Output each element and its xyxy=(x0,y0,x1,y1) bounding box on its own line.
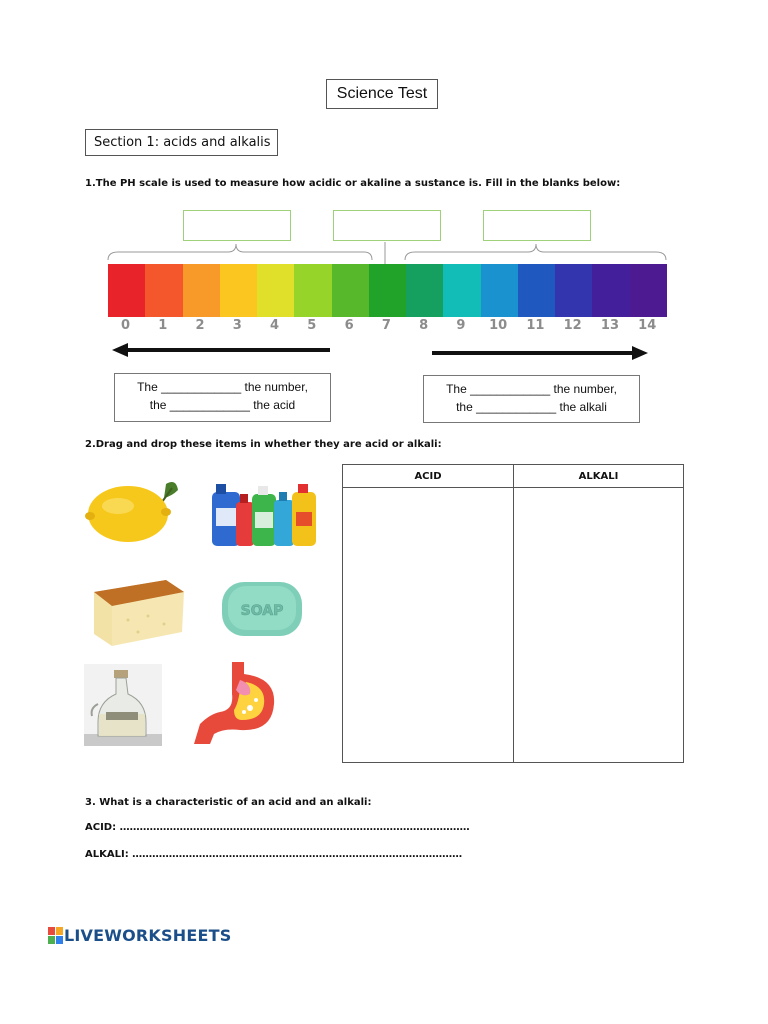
neutral-drop-box[interactable] xyxy=(333,210,441,241)
question-2: 2.Drag and drop these items in whether they are acid or alkali: xyxy=(85,439,442,450)
ph-number: 12 xyxy=(563,318,582,333)
ph-segment xyxy=(555,264,592,317)
ph-segment xyxy=(518,264,555,317)
detergent-bottles-image[interactable] xyxy=(208,482,320,550)
ph-number: 7 xyxy=(381,318,391,333)
cake-image[interactable] xyxy=(88,576,186,650)
alkali-column-header: ALKALI xyxy=(514,465,683,488)
ph-number: 11 xyxy=(526,318,545,333)
alkali-drop-zone[interactable] xyxy=(514,488,683,762)
ph-segment xyxy=(257,264,294,317)
ph-number: 6 xyxy=(344,318,354,333)
ph-segment xyxy=(332,264,369,317)
stomach-image[interactable] xyxy=(190,660,280,746)
ph-segment xyxy=(294,264,331,317)
section-title: Section 1: acids and alkalis xyxy=(85,129,278,156)
ph-number: 8 xyxy=(419,318,429,333)
question-3: 3. What is a characteristic of an acid and an alkali: xyxy=(85,797,372,808)
ph-number: 13 xyxy=(600,318,619,333)
ph-segment xyxy=(592,264,629,317)
right-arrow-icon xyxy=(430,343,650,363)
alkali-fill-line-1: The ____________ the number, xyxy=(446,382,617,396)
liveworksheets-logo-icon xyxy=(48,927,64,945)
acid-drop-zone[interactable] xyxy=(343,488,513,762)
acid-answer-line[interactable]: ACID: …………………………………………………………………………………………… xyxy=(85,822,470,833)
ph-number: 2 xyxy=(195,318,205,333)
acid-fill-line-2: the ____________ the acid xyxy=(149,398,296,412)
ph-number: 14 xyxy=(638,318,657,333)
ph-number: 3 xyxy=(232,318,242,333)
page-title: Science Test xyxy=(326,79,438,109)
liveworksheets-logo xyxy=(48,926,231,945)
ph-scale-bar xyxy=(108,264,667,317)
question-1: 1.The PH scale is used to measure how acidic or akaline a sustance is. Fill in the blanks below: xyxy=(85,178,621,189)
alkali-fill-box[interactable] xyxy=(423,375,640,423)
vinegar-image[interactable] xyxy=(84,664,162,746)
acid-alkali-table xyxy=(342,464,684,763)
ph-number: 9 xyxy=(456,318,466,333)
lemon-image[interactable] xyxy=(84,476,180,546)
ph-number: 1 xyxy=(158,318,168,333)
ph-segment xyxy=(220,264,257,317)
acid-drop-box[interactable] xyxy=(183,210,291,241)
alkali-drop-box[interactable] xyxy=(483,210,591,241)
ph-segment xyxy=(369,264,406,317)
ph-segment xyxy=(145,264,182,317)
left-arrow-icon xyxy=(112,340,334,360)
soap-label: SOAP xyxy=(240,603,284,619)
acid-fill-line-1: The ____________ the number, xyxy=(137,380,308,394)
ph-number: 5 xyxy=(307,318,317,333)
logo-text: LIVEWORKSHEETS xyxy=(64,926,232,945)
ph-number: 10 xyxy=(489,318,508,333)
ph-segment xyxy=(481,264,518,317)
alkali-answer-line[interactable]: ALKALI: ……………………………………………………………………………………… xyxy=(85,849,463,860)
soap-image[interactable] xyxy=(218,578,306,640)
ph-segment xyxy=(108,264,145,317)
ph-segment xyxy=(183,264,220,317)
ph-segment xyxy=(406,264,443,317)
acid-fill-box[interactable] xyxy=(114,373,331,422)
ph-number: 0 xyxy=(120,318,131,333)
acid-column-header: ACID xyxy=(343,465,513,488)
ph-segment xyxy=(630,264,667,317)
ph-segment xyxy=(443,264,480,317)
alkali-fill-line-2: the ____________ the alkali xyxy=(456,400,607,414)
ph-number: 4 xyxy=(270,318,280,333)
